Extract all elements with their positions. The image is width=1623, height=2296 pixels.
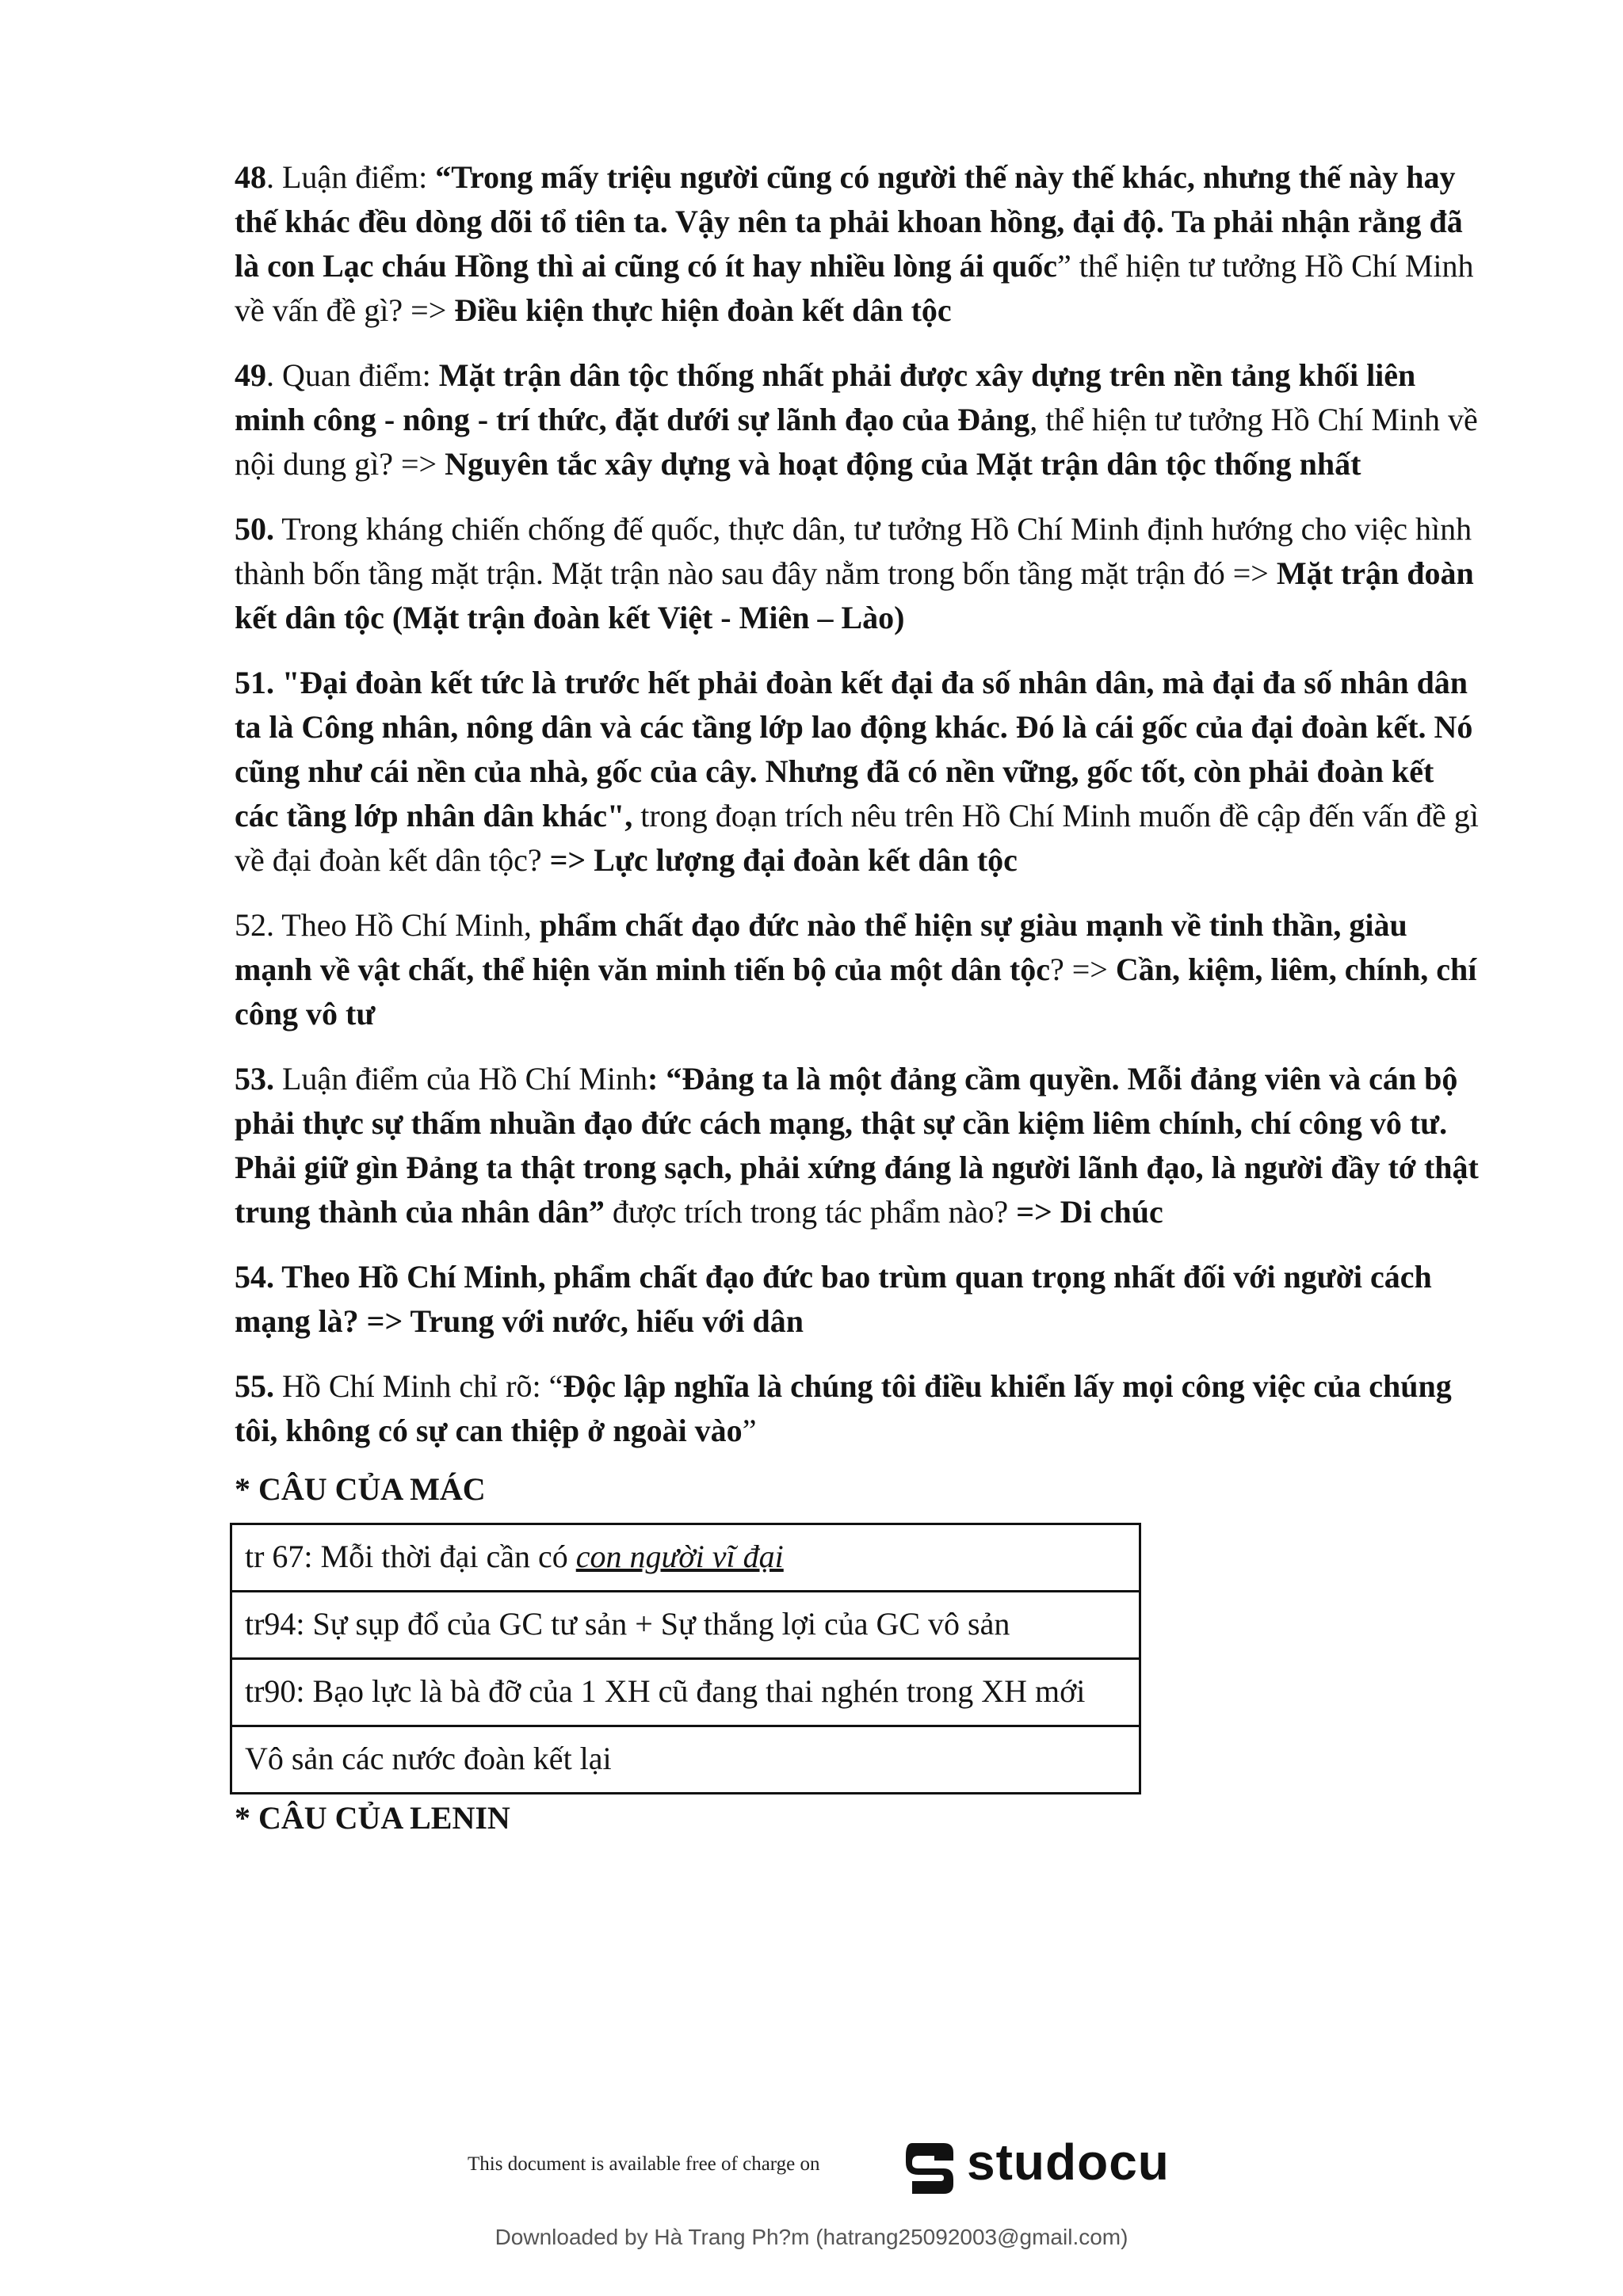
text-run: . Luận điểm: [266,159,436,195]
question-50 [235,507,1479,640]
table-row [231,1592,1140,1659]
bold-text-run: phẩm chất đạo đức nào thể hiện sự giàu mạnh về tinh thần, giàu mạnh về vật chất, thể hiện văn minh tiến bộ của một dân tộc [235,907,1407,987]
bold-text-run: => Lực lượng đại đoàn kết dân tộc [549,842,1018,878]
document-body [235,155,1479,1852]
text-run: 52. Theo Hồ Chí Minh, [235,907,540,943]
text-run: ” [742,1413,757,1448]
table-row [231,1524,1140,1592]
bold-text-run: Nguyên tắc xây dựng và hoạt động của Mặt trận dân tộc thống nhất [445,446,1361,482]
text-run: Hồ Chí Minh chỉ rõ: “ [274,1368,563,1404]
text-run: được trích trong tác phẩm nào? [604,1194,1017,1230]
bold-text-run: : “Đảng ta là một đảng cầm quyền. Mỗi đảng viên và cán bộ phải thực sự thấm nhuần đạo đức cách mạng, thật sự cần kiệm liêm chính, chí công vô tư. Phải giữ gìn Đảng ta thật trong sạch, phải xứng đáng là người lãnh đạo, là người đầy tớ thật trung thành của nhân dân” [235,1061,1479,1230]
question-51 [235,661,1479,883]
bold-text-run: 53. [235,1061,274,1097]
marx-quotes-table [230,1523,1141,1794]
bold-text-run: Điều kiện thực hiện đoàn kết dân tộc [454,292,952,328]
question-49 [235,353,1479,486]
bold-text-run: => Di chúc [1016,1194,1163,1230]
text-run: Trong kháng chiến chống đế quốc, thực dân, tư tưởng Hồ Chí Minh định hướng cho việc hình thành bốn tầng mặt trận. Mặt trận nào sau đây nằm trong bốn tầng mặt trận đó => [235,511,1472,591]
bold-text-run: 55. [235,1368,274,1404]
table-cell [231,1524,1140,1592]
table-row [231,1659,1140,1726]
question-48 [235,155,1479,333]
text-run: ? => [1049,952,1116,987]
quote-emphasis: con người vĩ đại [575,1539,784,1574]
lenin-quotes-heading: * CÂU CỦA LENIN [235,1800,510,1836]
question-52 [235,903,1479,1036]
bold-text-run: Độc lập nghĩa là chúng tôi điều khiển lấy mọi công việc của chúng tôi, không có sự can thiệp ở ngoài vào [235,1368,1452,1448]
bold-text-run: Mặt trận đoàn kết dân tộc (Mặt trận đoàn kết Việt - Miên – Lào) [235,555,1474,635]
table-cell: tr94: Sự sụp đổ của GC tư sản + Sự thắng lợi của GC vô sản [231,1592,1140,1659]
question-54 [235,1255,1479,1344]
bold-text-run: Cần, kiệm, liêm, chính, chí công vô tư [235,952,1477,1032]
bold-text-run: 48 [235,159,266,195]
bold-text-run: 51. "Đại đoàn kết tức là trước hết phải đoàn kết đại đa số nhân dân, mà đại đa số nhân dân ta là Công nhân, nông dân và các tầng lớp lao động khác. Đó là cái gốc của đại đoàn kết. Nó cũng như cái nền của nhà, gốc của cây. Nhưng đã có nền vững, gốc tốt, còn phải đoàn kết các tầng lớp nhân dân khác", [235,665,1473,833]
question-55 [235,1364,1479,1453]
text-run: Luận điểm của Hồ Chí Minh [274,1061,648,1097]
table-cell: tr90: Bạo lực là bà đỡ của 1 XH cũ đang thai nghén trong XH mới [231,1659,1140,1726]
download-attribution: Downloaded by Hà Trang Ph?m (hatrang25092003@gmail.com) [495,2225,1128,2249]
text-run: ” thể hiện tư tưởng Hồ Chí Minh về vấn đề gì? => [235,248,1474,328]
question-53 [235,1057,1479,1234]
quote-text: tr 67: Mỗi thời đại cần có [245,1539,576,1574]
bold-text-run: “Trong mấy triệu người cũng có người thế này thế khác, nhưng thế này hay thế khác đều dòng dõi tổ tiên ta. Vậy nên ta phải khoan hồng, đại độ. Ta phải nhận rằng đã là con Lạc cháu Hồng thì ai cũng có ít hay nhiều lòng ái quốc [235,159,1463,284]
bold-text-run: 49 [235,357,266,393]
bold-text-run: Mặt trận dân tộc thống nhất phải được xây dựng trên nền tảng khối liên minh công - nông - trí thức, đặt dưới sự lãnh đạo của Đảng [235,357,1416,437]
text-run: . Quan điểm: [266,357,439,393]
bold-text-run: 50. [235,511,274,547]
availability-notice: This document is available free of charge on [468,2153,820,2175]
table-cell: Vô sản các nước đoàn kết lại [231,1726,1140,1794]
table-row [231,1726,1140,1794]
text-run: , thể hiện tư tưởng Hồ Chí Minh về nội dung gì? => [235,402,1478,482]
text-run: trong đoạn trích nêu trên Hồ Chí Minh muốn đề cập đến vấn đề gì về đại đoàn kết dân tộc? [235,798,1479,878]
studocu-logo-icon[interactable] [899,2137,963,2204]
studocu-brand-link[interactable]: studocu [967,2134,1170,2191]
marx-quotes-heading: * CÂU CỦA MÁC [235,1471,486,1507]
bold-text-run: 54. Theo Hồ Chí Minh, phẩm chất đạo đức bao trùm quan trọng nhất đối với người cách mạng là? => Trung với nước, hiếu với dân [235,1259,1432,1339]
